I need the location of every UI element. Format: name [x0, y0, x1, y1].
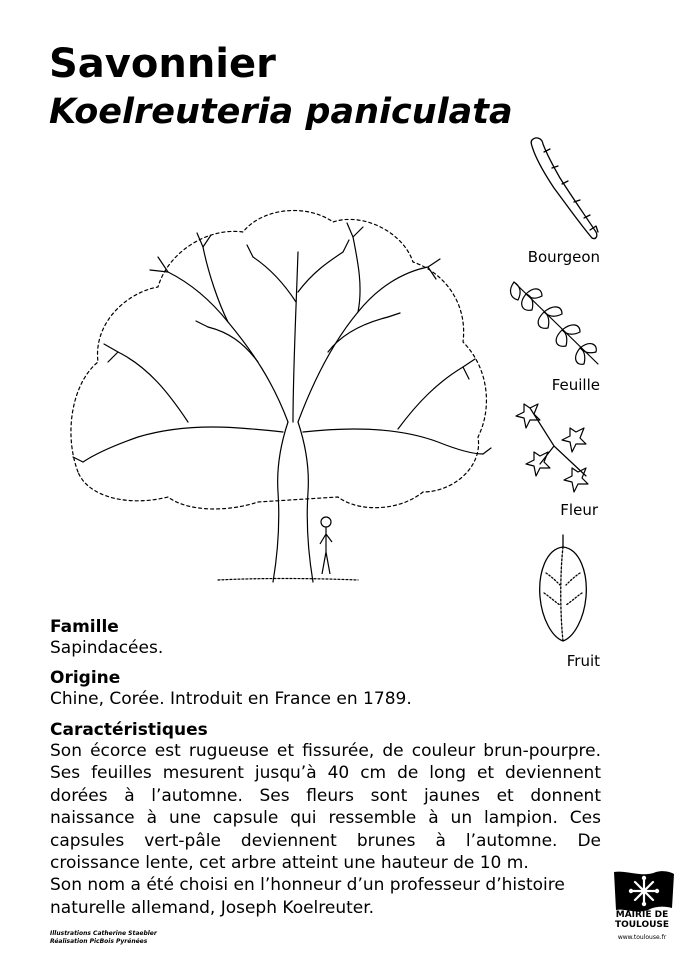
famille-text: Sapindacées. — [50, 638, 164, 658]
leaf-label: Feuille — [551, 376, 600, 394]
flower-label: Fleur — [560, 501, 598, 519]
bud-label: Bourgeon — [527, 248, 600, 266]
caracteristiques-heading: Caractéristiques — [50, 720, 208, 740]
fruit-icon — [534, 533, 592, 645]
fruit-label: Fruit — [566, 652, 600, 670]
logo-line2: TOULOUSE — [614, 920, 670, 930]
credits — [50, 930, 157, 946]
logo-line1: MAIRIE DE — [615, 910, 669, 920]
famille-heading: Famille — [50, 617, 119, 637]
latin-name: Koelreuteria paniculata — [49, 92, 513, 132]
bud-icon — [522, 132, 604, 244]
credit-illustrations: Illustrations Catherine Staebler — [50, 930, 157, 937]
logo-name — [604, 910, 680, 930]
common-name: Savonnier — [49, 41, 276, 87]
leaf-icon — [504, 274, 606, 372]
origine-text: Chine, Corée. Introduit en France en 1789. — [50, 689, 412, 709]
logo-url: www.toulouse.fr — [617, 934, 667, 941]
origine-heading: Origine — [50, 668, 121, 688]
flower-icon — [510, 398, 600, 496]
caracteristiques-paragraph-1: Son écorce est rugueuse et fissurée, de couleur brun-pourpre. Ses feuilles mesurent jusqu’à 40 cm de long et deviennent dorées à l’automne. Ses fleurs sont jaunes et donnent naissance à une capsule qui ressemble à un lampion. Ces capsules vert-pâle deviennent brunes à l’automne. De croissance lente, cet arbre atteint une hauteur de 10 m. — [50, 741, 601, 874]
tree-icon — [58, 192, 498, 587]
caracteristiques-paragraph-2: Son nom a été choisi en l’honneur d’un professeur d’histoire naturelle allemand, Joseph Koelreuter. — [50, 875, 565, 918]
caracteristiques-text — [50, 740, 601, 919]
credit-realisation: Réalisation PicBois Pyrénées — [50, 938, 148, 945]
